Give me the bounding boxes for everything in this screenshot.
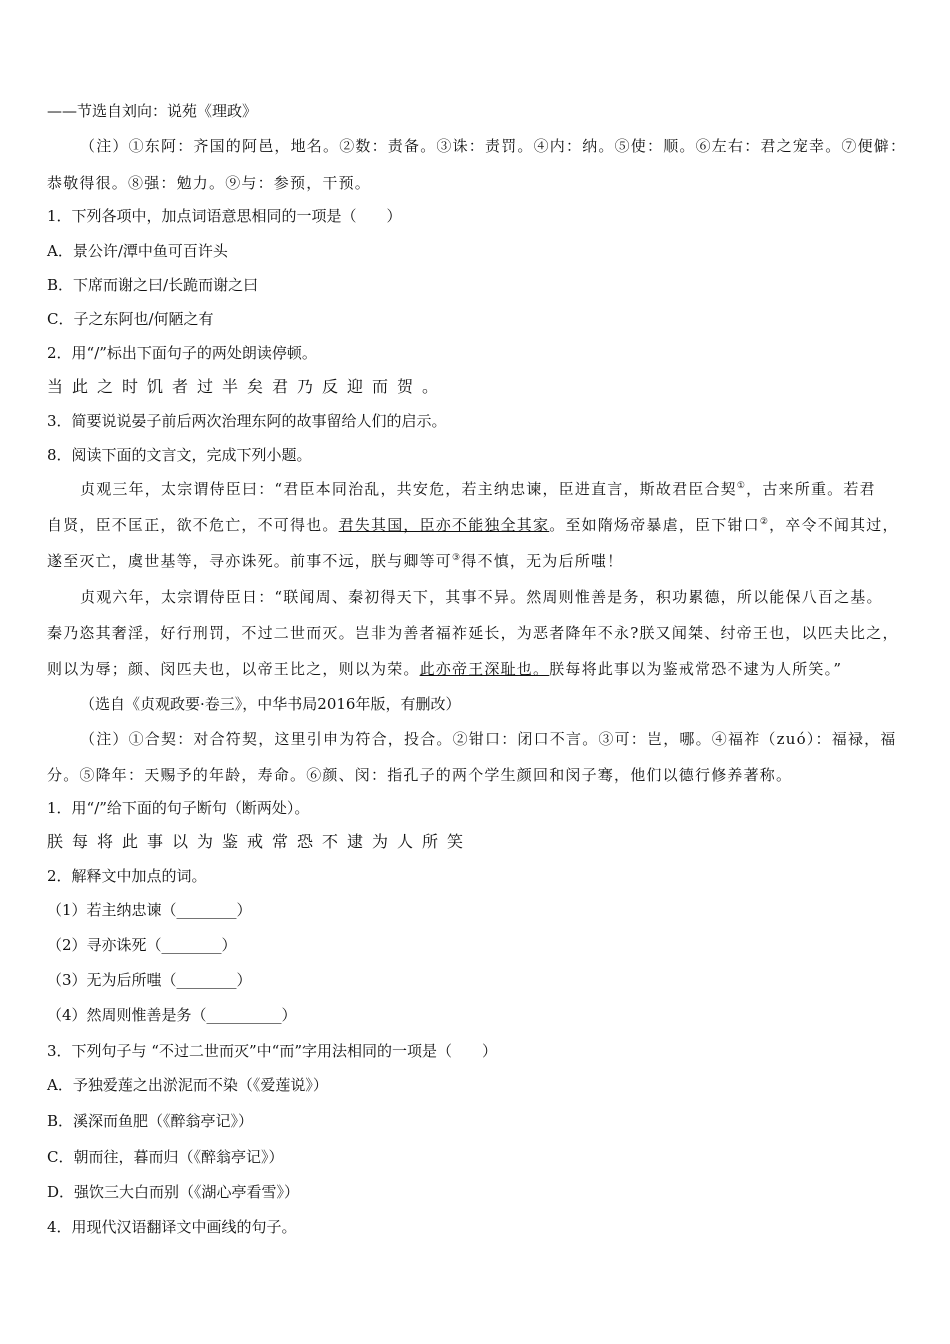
q8-question-3: 3．下列句子与 “不过二世而灭”中“而”字用法相同的一项是（ ） (47, 1042, 497, 1060)
passage-note-line-2: 恭敬得很。⑧强：勉力。⑨与：参预，干预。 (47, 174, 372, 192)
q8-paragraph-1-line-1: 贞观三年，太宗谓侍臣曰：“君臣本同治乱，共安危，若主纳忠谏，臣进直言，斯故君臣合契①，古来所重。若君 (80, 480, 876, 498)
q8-note-line-2: 分。⑤降年：天赐予的年龄，寿命。⑥颜、闵：指孔子的两个学生颜回和闵子骞，他们以德行修养著称。 (47, 766, 793, 784)
q8-question-2: 2．解释文中加点的词。 (47, 867, 207, 885)
q8-question-1: 1．用“/”给下面的句子断句（断两处）。 (47, 799, 310, 817)
question-1-option-b: B．下席而谢之曰/长跪而谢之曰 (47, 276, 259, 294)
q8-paragraph-2-line-2: 秦乃恣其奢淫，好行刑罚，不过二世而灭。岂非为善者福祚延长，为恶者降年不永?朕又闻桀、纣帝王也，以匹夫比之， (47, 624, 899, 642)
question-1-option-a: A．景公许/潭中鱼可百许头 (47, 242, 228, 260)
q8-question-1-sentence: 朕每将此事以为鉴戒常恐不逮为人所笑 (47, 832, 473, 851)
q8-heading: 8．阅读下面的文言文，完成下列小题。 (47, 446, 312, 464)
underlined-sentence-2: 此亦帝王深耻也。 (419, 660, 550, 678)
q8-paragraph-2-line-3: 则以为辱；颜、闵匹夫也，以帝王比之，则以为荣。此亦帝王深耻也。朕每将此事以为鉴戒常恐不逮为人所笑。” (47, 660, 843, 678)
question-1: 1．下列各项中，加点词语意思相同的一项是（ ） (47, 207, 402, 225)
question-2: 2．用“/”标出下面句子的两处朗读停顿。 (47, 344, 317, 362)
q8-question-3-option-d: D．强饮三大白而别（《湖心亭看雪》） (47, 1183, 300, 1201)
underlined-sentence-1: 君失其国，臣亦不能独全其家 (338, 516, 550, 534)
question-1-option-c: C．子之东阿也/何陋之有 (47, 310, 214, 328)
q8-question-2-item-3: （3）无为后所嗤（________） (47, 971, 252, 989)
q8-question-4: 4．用现代汉语翻译文中画线的句子。 (47, 1218, 297, 1236)
passage-note-line-1: （注）①东阿：齐国的阿邑，地名。②数：责备。③诛：责罚。④内：纳。⑤使：顺。⑥左右：君之宠幸。⑦便僻： (80, 137, 907, 155)
q8-note-line-1: （注）①合契：对合符契，这里引申为符合，投合。②钳口：闭口不言。③可：岂，哪。④福祚（zuó）：福禄，福 (80, 730, 897, 748)
q8-question-3-option-c: C．朝而往，暮而归（《醉翁亭记》） (47, 1148, 284, 1166)
q8-source: （选自《贞观政要·卷三》，中华书局2016年版，有删改） (80, 695, 461, 713)
q8-question-2-item-2: （2）寻亦诛死（________） (47, 936, 237, 954)
q8-question-3-option-b: B．溪深而鱼肥（《醉翁亭记》） (47, 1112, 254, 1130)
q8-paragraph-1-line-2: 自贤，臣不匡正，欲不危亡，不可得也。君失其国，臣亦不能独全其家。至如隋炀帝暴虐，臣下钳口②，卒令不闻其过， (47, 516, 899, 534)
passage-source: ——节选自刘向：说苑《理政》 (47, 102, 258, 120)
q8-paragraph-1-line-3: 遂至灭亡，虞世基等，寻亦诛死。前事不远，朕与卿等可③得不慎，无为后所嗤！ (47, 552, 624, 570)
question-3: 3．简要说说晏子前后两次治理东阿的故事留给人们的启示。 (47, 412, 447, 430)
q8-question-2-item-4: （4）然周则惟善是务（__________） (47, 1006, 297, 1024)
question-2-sentence: 当此之时饥者过半矣君乃反迎而贺。 (47, 377, 448, 396)
q8-question-3-option-a: A．予独爱莲之出淤泥而不染（《爱莲说》） (47, 1076, 328, 1094)
q8-question-2-item-1: （1）若主纳忠谏（________） (47, 901, 252, 919)
q8-paragraph-2-line-1: 贞观六年，太宗谓侍臣日：“联闻周、秦初得天下，其事不异。然周则惟善是务，积功累德，所以能保八百之基。 (80, 588, 883, 606)
